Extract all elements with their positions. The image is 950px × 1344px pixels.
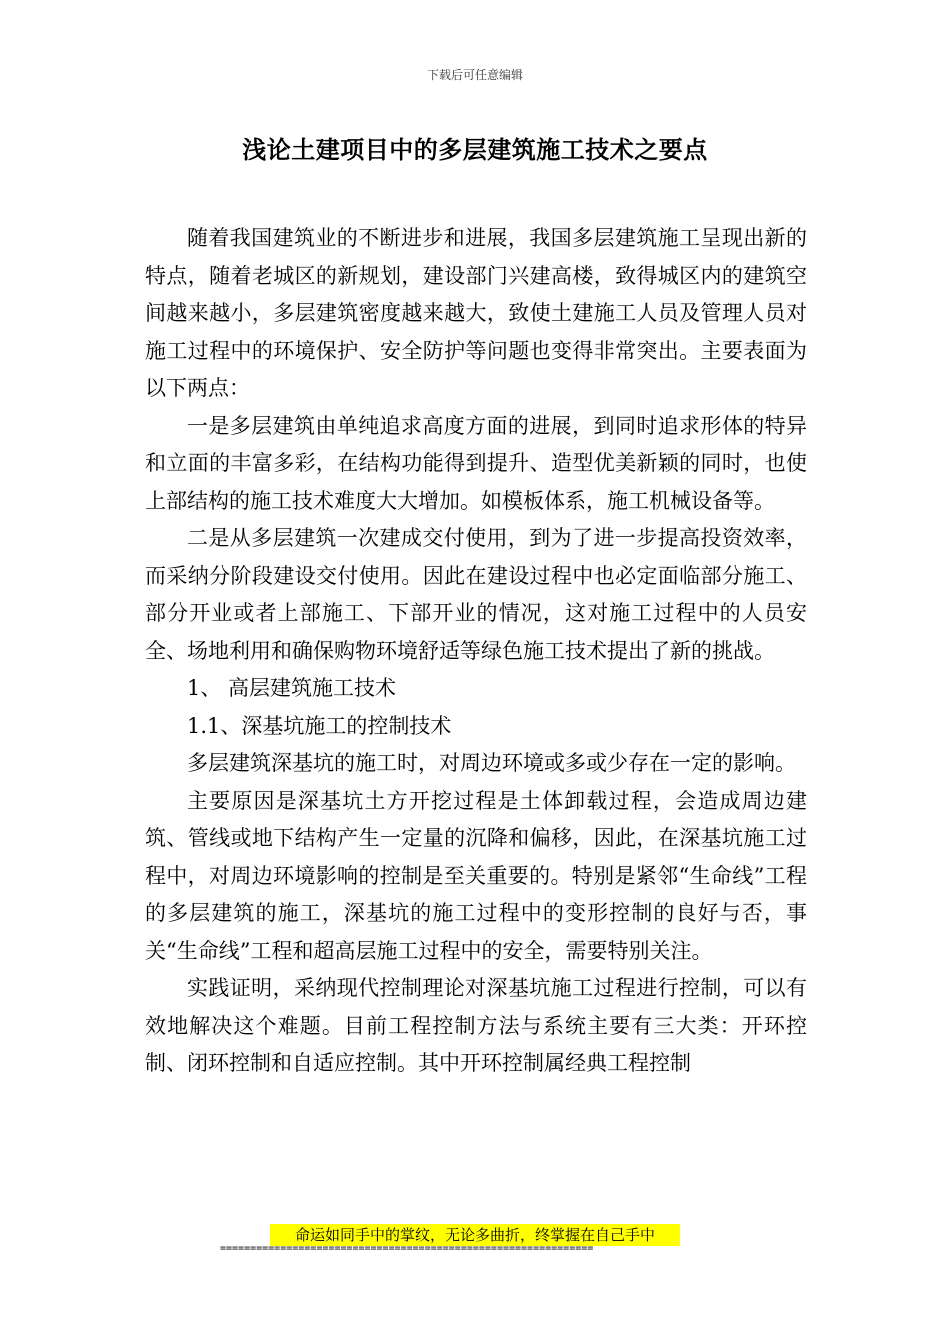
document-body <box>145 220 807 1083</box>
subsection-heading: 1.1、深基坑施工的控制技术 <box>187 713 452 738</box>
body-paragraph: 二是从多层建筑一次建成交付使用，到为了进一步提高投资效率，而采纳分阶段建设交付使用。因此在建设过程中也必定面临部分施工、部分开业或者上部施工、下部开业的情况，这对施工过程中的人员安全、场地利用和确保购物环境舒适等绿色施工技术提出了新的挑战。 <box>145 526 807 663</box>
document-title: 浅论土建项目中的多层建筑施工技术之要点 <box>242 135 708 164</box>
header-note: 下载后可任意编辑 <box>426 68 523 82</box>
footer-divider: ============================================================== <box>220 1243 594 1254</box>
footer-banner: 命运如同手中的掌纹，无论多曲折，终掌握在自己手中 <box>270 1224 680 1246</box>
body-paragraph: 主要原因是深基坑土方开挖过程是土体卸载过程，会造成周边建筑、管线或地下结构产生一定量的沉降和偏移，因此，在深基坑施工过程中，对周边环境影响的控制是至关重要的。特别是紧邻“生命线”工程的多层建筑的施工，深基坑的施工过程中的变形控制的良好与否，事关“生命线”工程和超高层施工过程中的安全，需要特别关注。 <box>145 788 807 963</box>
body-paragraph: 多层建筑深基坑的施工时，对周边环境或多或少存在一定的影响。 <box>187 751 796 775</box>
body-paragraph: 一是多层建筑由单纯追求高度方面的进展，到同时追求形体的特异和立面的丰富多彩，在结构功能得到提升、造型优美新颖的同时，也使上部结构的施工技术难度大大增加。如模板体系，施工机械设备等。 <box>145 413 807 513</box>
body-paragraph: 实践证明，采纳现代控制理论对深基坑施工过程进行控制，可以有效地解决这个难题。目前工程控制方法与系统主要有三大类：开环控制、闭环控制和自适应控制。其中开环控制属经典工程控制 <box>145 976 807 1075</box>
body-paragraph: 随着我国建筑业的不断进步和进展，我国多层建筑施工呈现出新的特点，随着老城区的新规划，建设部门兴建高楼，致得城区内的建筑空间越来越小，多层建筑密度越来越大，致使土建施工人员及管理人员对施工过程中的环境保护、安全防护等问题也变得非常突出。主要表面为以下两点： <box>145 226 807 400</box>
section-heading: 1、 高层建筑施工技术 <box>187 676 397 700</box>
